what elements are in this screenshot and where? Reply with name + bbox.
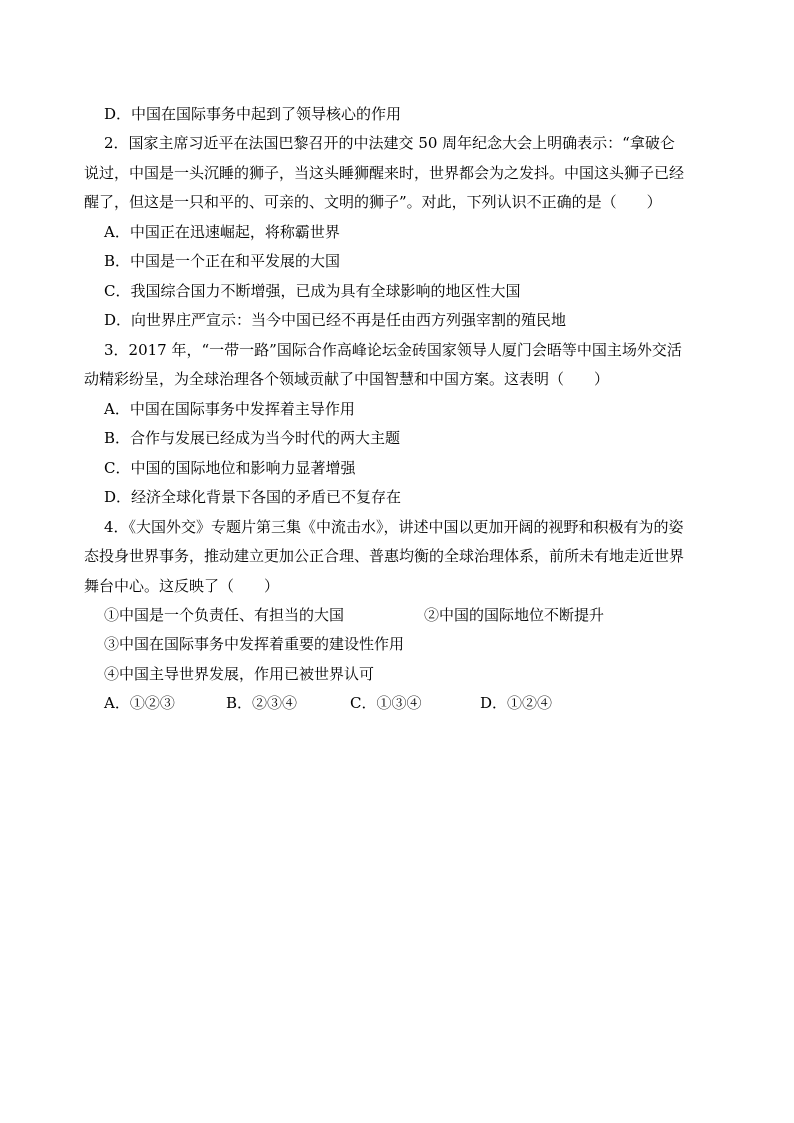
q4-stem-line-1: 4．《大国外交》专题片第三集《中流击水》，讲述中国以更加开阔的视野和积极有为的姿: [104, 518, 684, 536]
q2-stem-line-2: 说过，中国是一头沉睡的狮子，当这头睡狮醒来时，世界都会为之发抖。中国这头狮子已经: [84, 164, 685, 182]
q4-statement-1: ①中国是一个负责任、有担当的大国: [104, 606, 345, 624]
q2-option-d: D．向世界庄严宣示：当今中国已经不再是任由西方列强宰割的殖民地: [104, 311, 567, 329]
q4-statement-4: ④中国主导世界发展，作用已被世界认可: [104, 665, 375, 683]
q4-statements-row-1: [104, 605, 794, 625]
q4-statement-2: ②中国的国际地位不断提升: [424, 606, 605, 624]
q4-stem-line-3: 舞台中心。这反映了（ ）: [84, 577, 280, 595]
q3-stem-line-1: 3．2017 年，“一带一路”国际合作高峰论坛金砖国家领导人厦门会晤等中国主场外交活: [104, 341, 682, 359]
q3-option-a: A．中国在国际事务中发挥着主导作用: [104, 400, 355, 418]
q2-option-c: C．我国综合国力不断增强，已成为具有全球影响的地区性大国: [104, 282, 521, 300]
q4-option-a: A．①②③: [104, 694, 175, 712]
q2-option-b: B．中国是一个正在和平发展的大国: [104, 252, 341, 270]
q4-statement-3: ③中国在国际事务中发挥着重要的建设性作用: [104, 635, 405, 653]
q3-option-c: C．中国的国际地位和影响力显著增强: [104, 459, 356, 477]
q3-stem-line-2: 动精彩纷呈，为全球治理各个领域贡献了中国智慧和中国方案。这表明（ ）: [84, 370, 610, 388]
q4-options-row: [104, 693, 794, 713]
q1-option-d: D．中国在国际事务中起到了领导核心的作用: [104, 105, 402, 123]
q4-stem-line-2: 态投身世界事务，推动建立更加公正合理、普惠均衡的全球治理体系，前所未有地走近世界: [84, 547, 685, 565]
q2-stem-line-3: 醒了，但这是一只和平的、可亲的、文明的狮子”。对此，下列认识不正确的是（ ）: [84, 193, 662, 211]
q4-option-d: D．①②④: [480, 694, 553, 712]
q4-option-c: C．①③④: [350, 694, 422, 712]
q2-stem-line-1: 2．国家主席习近平在法国巴黎召开的中法建交 50 周年纪念大会上明确表示：“拿破仑: [104, 134, 675, 152]
q3-option-d: D．经济全球化背景下各国的矛盾已不复存在: [104, 488, 402, 506]
q2-option-a: A．中国正在迅速崛起，将称霸世界: [104, 223, 340, 241]
q4-option-b: B．②③④: [226, 694, 298, 712]
q3-option-b: B．合作与发展已经成为当今时代的两大主题: [104, 429, 401, 447]
